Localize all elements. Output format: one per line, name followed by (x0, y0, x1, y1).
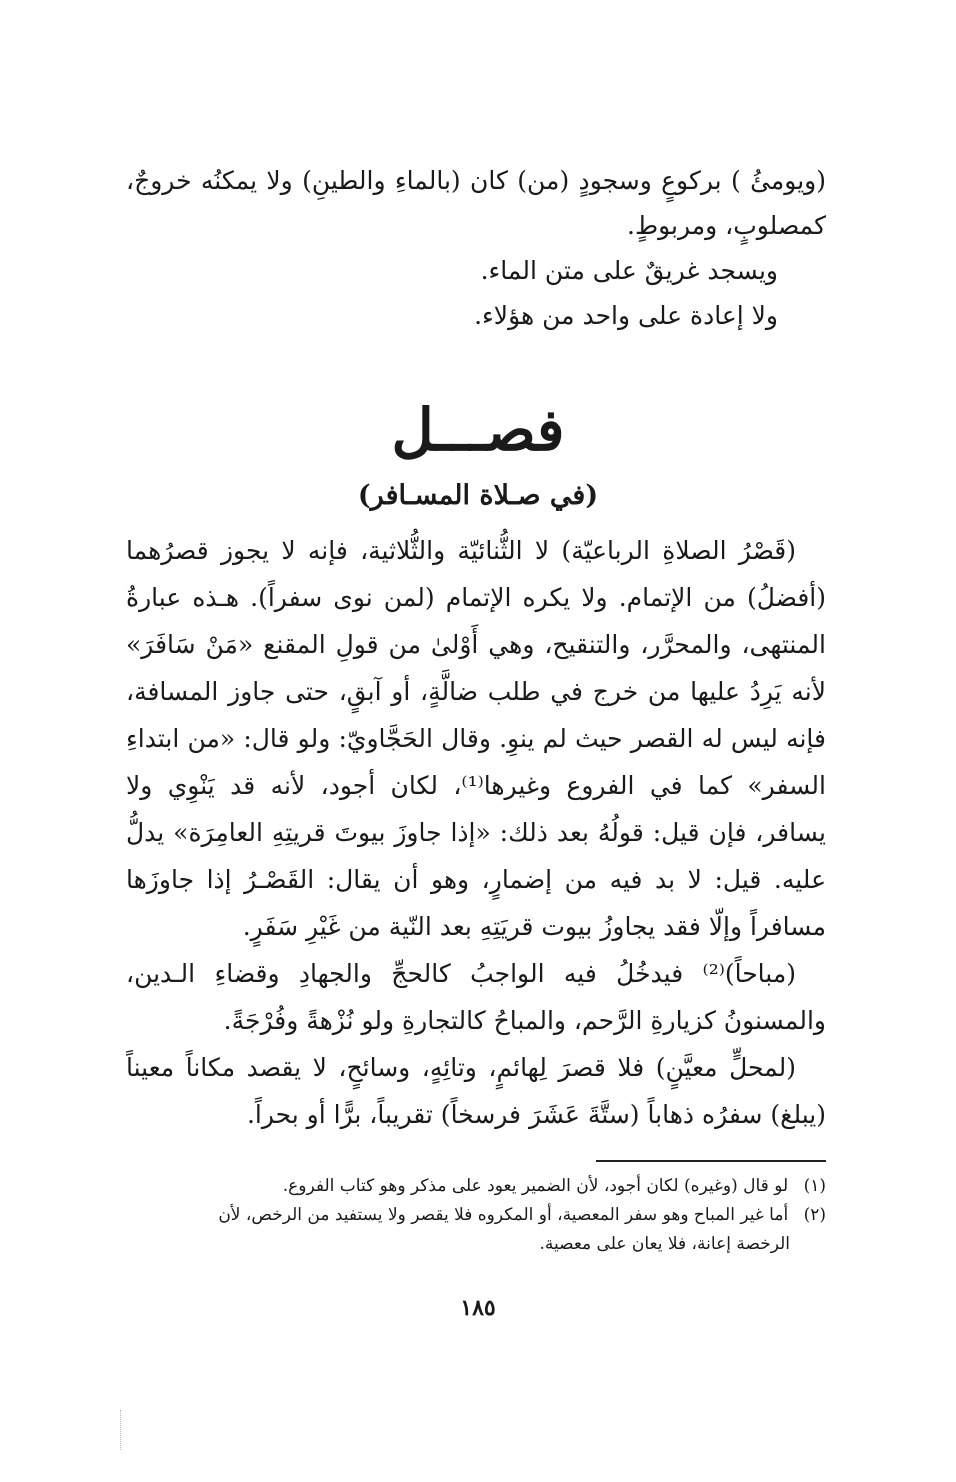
footnote-1-text: لو قال (وغيره) لكان أجود، لأن الضمير يعود على مذكر وهو كتاب الفروع. (282, 1176, 789, 1196)
footnotes (126, 1172, 826, 1259)
paragraph-permitted-travel: (مباحاً)⁽²⁾ فيدخُلُ فيه الواجبُ كالحجِّ والجهادِ وقضاءِ الـدين، والمسنونُ كزيارةِ الرَّحم، والمباحُ كالتجارةِ ولو نُزْهةً وفُرْجَةً. (126, 959, 826, 1035)
intro-line-1: (ويومئُ ) بركوعٍ وسجودٍ (من) كان (بالماءِ والطينِ) ولا يمكنُه خروجٌ، كمصلوبٍ، ومربوطٍ. (126, 166, 826, 240)
paragraph-specific-destination: (لمحلٍّ معيَّنٍ) فلا قصرَ لِهائمٍ، وتائِهٍ، وسائحٍ، لا يقصد مكاناً معيناً (يبلغ) سفرُه ذهاباً (ستَّةَ عَشَرَ فرسخاً) تقريباً، برًّا أو بحراً. (126, 1053, 826, 1129)
paragraph-travel-prayer: (قَصْرُ الصلاةِ الرباعيّة) لا الثُّنائيّة والثُّلاثية، فإنه لا يجوز قصرُهما (أفضلُ) من الإتمام. ولا يكره الإتمام (لمن نوى سفراً). هـذه عبارةُ المنتهى، والمحرَّر، والتنقيح، وهي أَوْلىٰ من قولِ المقنع «مَنْ سَافَرَ» لأنه يَرِدُ عليها من خرج في طلب ضالَّةٍ، أو آبقٍ، حتى جاوز المسافة، فإنه ليس له القصر حيث لم ينوِ. وقال الحَجَّاويّ: ولو قال: «من ابتداءِ السفر» كما في الفروع وغيرها⁽¹⁾، لكان أجود، لأنه قد يَنْوِي ولا يسافر، فإن قيل: قولُهُ بعد ذلك: «إذا جاوزَ بيوتَ قريتِهِ العامِرَة» يدلُّ عليه. قيل: لا بد فيه من إضمارٍ، وهو أن يقال: القَصْـرُ إذا جاوزَها مسافراً وإلّا فقد يجاوزُ بيوت قريَتِهِ بعد النّية من غَيْرِ سَفَرٍ. (126, 536, 826, 941)
footnote-2-continuation: الرخصة إعانة، فلا يعان على معصية. (539, 1234, 790, 1254)
body-text (126, 527, 826, 1138)
intro-line-3: ولا إعادة على واحد من هؤلاء. (474, 301, 778, 330)
intro-text (126, 158, 826, 338)
footnote-divider (596, 1160, 826, 1162)
intro-line-2: ويسجد غريقٌ على متن الماء. (480, 256, 778, 285)
chapter-heading: فصـــل (391, 396, 565, 464)
footnote-2 (126, 1201, 826, 1230)
page-number: ١٨٥ (460, 1295, 496, 1321)
footnote-2-text: أما غير المباح وهو سفر المعصية، أو المكروه فلا يقصر ولا يستفيد من الرخص، لأن (218, 1205, 789, 1225)
footnote-1-mark: (١) (803, 1176, 826, 1196)
section-title: (في صـلاة المسـافر) (357, 480, 599, 511)
margin-mark (120, 1410, 127, 1450)
footnote-2-mark: (٢) (803, 1205, 826, 1225)
footnote-1 (126, 1172, 826, 1201)
